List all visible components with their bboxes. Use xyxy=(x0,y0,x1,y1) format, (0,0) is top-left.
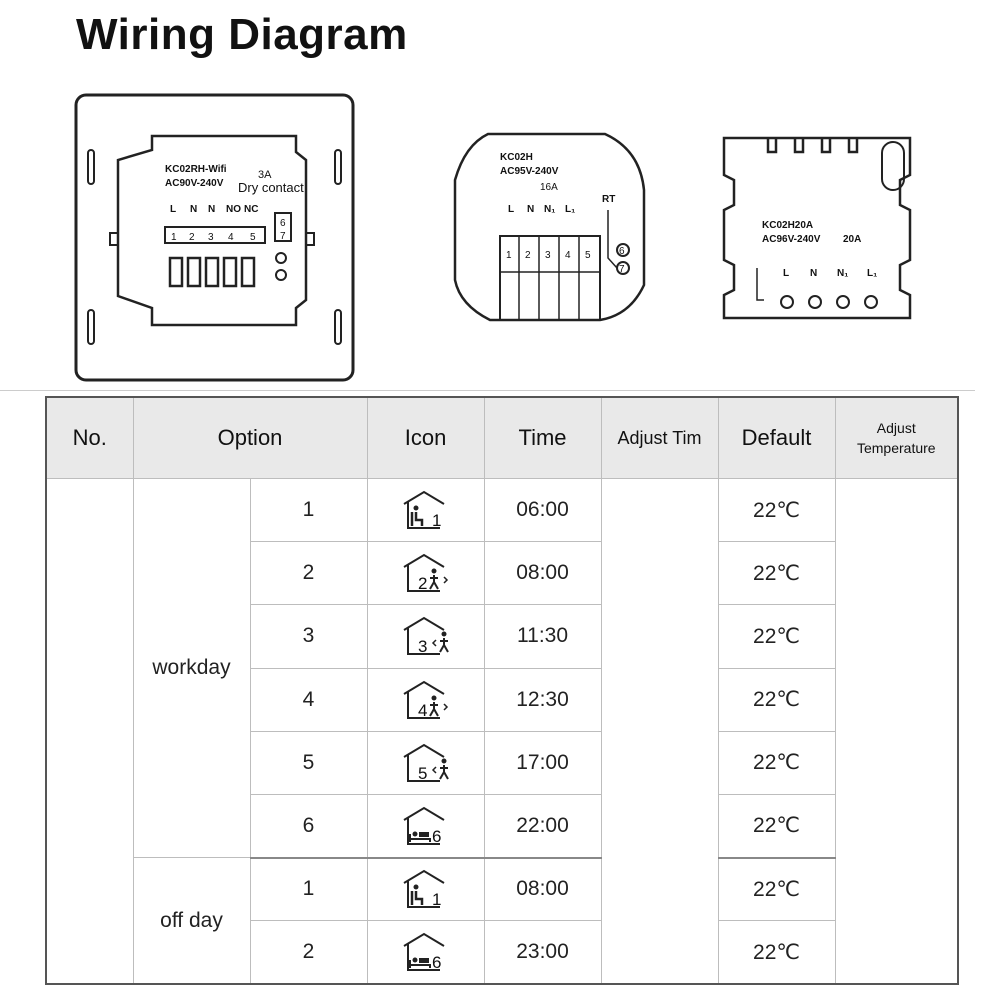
default-temperature: 22℃ xyxy=(718,731,835,794)
period-number: 1 xyxy=(250,858,367,921)
table-row xyxy=(46,479,958,542)
period-number: 2 xyxy=(250,921,367,984)
page-title: Wiring Diagram xyxy=(76,10,408,59)
device-kc02h xyxy=(455,134,644,320)
svg-text:N: N xyxy=(208,204,216,215)
default-temperature: 22℃ xyxy=(718,542,835,605)
time-cell: 22:00 xyxy=(484,794,601,857)
svg-text:6: 6 xyxy=(431,826,441,846)
header-adjust-temperature: Adjust Temperature xyxy=(835,397,958,479)
svg-text:6: 6 xyxy=(619,246,625,257)
device1-model: KC02RH-Wifi xyxy=(165,164,227,175)
svg-text:N: N xyxy=(190,204,198,215)
time-cell: 17:00 xyxy=(484,731,601,794)
svg-text:N₁: N₁ xyxy=(837,268,849,279)
header-icon: Icon xyxy=(367,397,484,479)
sleep-icon xyxy=(367,921,484,984)
svg-text:6: 6 xyxy=(280,218,286,229)
wiring-diagrams xyxy=(0,90,1000,390)
svg-text:1: 1 xyxy=(171,232,177,243)
time-cell: 12:30 xyxy=(484,668,601,731)
device2-sensor: RT xyxy=(602,194,616,205)
time-cell: 08:00 xyxy=(484,858,601,921)
sleep-icon xyxy=(367,794,484,857)
device1-current: 3A xyxy=(258,169,272,181)
adjust-temperature-cell xyxy=(835,479,958,985)
device3-model: KC02H20A xyxy=(762,220,814,231)
default-temperature: 22℃ xyxy=(718,858,835,921)
svg-text:L₁: L₁ xyxy=(867,268,878,279)
svg-text:5: 5 xyxy=(417,763,427,783)
device2-current: 16A xyxy=(540,182,558,193)
default-temperature: 22℃ xyxy=(718,605,835,668)
default-temperature: 22℃ xyxy=(718,479,835,542)
home-sitting-icon xyxy=(367,479,484,542)
default-temperature: 22℃ xyxy=(718,921,835,984)
header-no: No. xyxy=(46,397,133,479)
device1-extra: Dry contact xyxy=(238,180,304,195)
no-cell xyxy=(46,479,133,985)
svg-text:L₁: L₁ xyxy=(565,204,576,215)
default-temperature: 22℃ xyxy=(718,794,835,857)
return-home-icon xyxy=(367,731,484,794)
divider xyxy=(0,390,975,391)
period-number: 5 xyxy=(250,731,367,794)
svg-text:2: 2 xyxy=(417,574,427,594)
svg-text:6: 6 xyxy=(431,953,441,973)
schedule-table xyxy=(45,396,959,985)
svg-text:5: 5 xyxy=(250,232,256,243)
leave-home-icon xyxy=(367,668,484,731)
table-header-row xyxy=(46,397,958,479)
group-label: workday xyxy=(133,479,250,858)
default-temperature: 22℃ xyxy=(718,668,835,731)
device1-voltage: AC90V-240V xyxy=(165,178,224,189)
header-default: Default xyxy=(718,397,835,479)
period-number: 4 xyxy=(250,668,367,731)
svg-text:NO: NO xyxy=(226,204,241,215)
svg-text:7: 7 xyxy=(280,231,286,242)
header-adjust-time: Adjust Tim xyxy=(601,397,718,479)
period-number: 3 xyxy=(250,605,367,668)
leave-home-icon xyxy=(367,542,484,605)
device3-current: 20A xyxy=(843,234,862,245)
adjust-time-cell xyxy=(601,479,718,985)
svg-text:2: 2 xyxy=(525,250,531,261)
device2-model: KC02H xyxy=(500,152,533,163)
svg-text:L: L xyxy=(783,268,790,279)
time-cell: 23:00 xyxy=(484,921,601,984)
device-kc02rh-wifi xyxy=(76,95,353,380)
time-cell: 11:30 xyxy=(484,605,601,668)
svg-text:4: 4 xyxy=(565,250,571,261)
svg-text:1: 1 xyxy=(506,250,512,261)
period-number: 2 xyxy=(250,542,367,605)
header-option: Option xyxy=(133,397,367,479)
return-home-icon xyxy=(367,605,484,668)
svg-text:3: 3 xyxy=(208,232,214,243)
svg-text:1: 1 xyxy=(431,511,441,531)
group-label: off day xyxy=(133,858,250,984)
svg-text:3: 3 xyxy=(545,250,551,261)
svg-text:5: 5 xyxy=(585,250,591,261)
svg-text:N: N xyxy=(527,204,535,215)
svg-text:7: 7 xyxy=(619,264,625,275)
period-number: 6 xyxy=(250,794,367,857)
svg-text:1: 1 xyxy=(431,890,441,910)
table-row xyxy=(46,858,958,921)
device-kc02h20a xyxy=(724,138,910,318)
svg-text:NC: NC xyxy=(244,204,259,215)
svg-text:N: N xyxy=(810,268,818,279)
svg-text:4: 4 xyxy=(417,700,427,720)
header-time: Time xyxy=(484,397,601,479)
svg-text:L: L xyxy=(170,204,177,215)
svg-text:N₁: N₁ xyxy=(544,204,556,215)
home-sitting-icon xyxy=(367,858,484,921)
svg-text:L: L xyxy=(508,204,515,215)
svg-text:4: 4 xyxy=(228,232,234,243)
time-cell: 08:00 xyxy=(484,542,601,605)
device2-voltage: AC95V-240V xyxy=(500,166,559,177)
time-cell: 06:00 xyxy=(484,479,601,542)
svg-text:2: 2 xyxy=(189,232,195,243)
device3-voltage: AC96V-240V xyxy=(762,234,821,245)
svg-text:3: 3 xyxy=(417,637,427,657)
period-number: 1 xyxy=(250,479,367,542)
